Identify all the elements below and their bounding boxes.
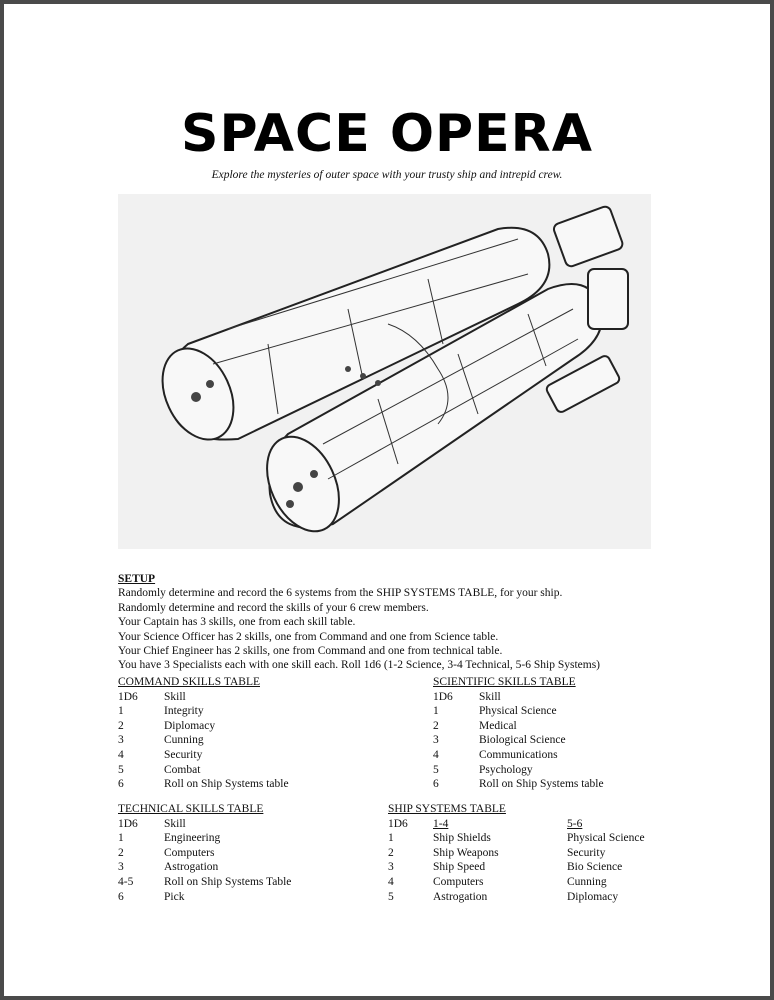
column-header: Skill bbox=[164, 690, 186, 703]
setup-line: Your Captain has 3 skills, one from each skill table. bbox=[118, 616, 356, 629]
setup-line: Your Science Officer has 2 skills, one from Command and one from Science table. bbox=[118, 630, 499, 643]
table-row bbox=[118, 719, 289, 734]
table-row bbox=[118, 733, 289, 748]
column-header: 5-6 bbox=[567, 817, 583, 830]
skill-cell: Roll on Ship Systems Table bbox=[164, 875, 292, 888]
table-title: SHIP SYSTEMS TABLE bbox=[388, 803, 506, 815]
system-cell: Physical Science bbox=[567, 832, 645, 845]
document-page bbox=[4, 4, 770, 996]
system-cell: Ship Speed bbox=[433, 861, 486, 874]
table-title: TECHNICAL SKILLS TABLE bbox=[118, 803, 264, 815]
table-row bbox=[118, 831, 291, 846]
table-title: COMMAND SKILLS TABLE bbox=[118, 676, 260, 688]
skill-cell: Integrity bbox=[164, 705, 204, 718]
roll-cell: 2 bbox=[118, 719, 124, 732]
table-row bbox=[118, 704, 289, 719]
skill-cell: Communications bbox=[479, 748, 558, 761]
table-row bbox=[433, 733, 604, 748]
table-row bbox=[388, 875, 645, 890]
table-row bbox=[118, 890, 291, 905]
column-header: 1D6 bbox=[118, 690, 138, 703]
technical-skills-table bbox=[118, 802, 291, 904]
skill-cell: Biological Science bbox=[479, 734, 566, 747]
roll-cell: 5 bbox=[388, 890, 394, 903]
table-row bbox=[388, 890, 645, 905]
roll-cell: 4 bbox=[433, 748, 439, 761]
roll-cell: 1 bbox=[388, 832, 394, 845]
skill-cell: Psychology bbox=[479, 763, 533, 776]
ship-systems-table bbox=[388, 802, 645, 904]
table-row bbox=[433, 704, 604, 719]
page-title: SPACE OPERA bbox=[181, 104, 593, 164]
table-header-row bbox=[433, 690, 604, 705]
skill-cell: Cunning bbox=[164, 734, 204, 747]
roll-cell: 2 bbox=[118, 846, 124, 859]
column-header: 1D6 bbox=[118, 817, 138, 830]
roll-cell: 3 bbox=[433, 734, 439, 747]
system-cell: Diplomacy bbox=[567, 890, 619, 903]
skill-cell: Engineering bbox=[164, 832, 221, 845]
skill-cell: Security bbox=[164, 748, 203, 761]
roll-cell: 3 bbox=[118, 734, 124, 747]
table-row bbox=[118, 846, 291, 861]
column-header: 1D6 bbox=[388, 817, 408, 830]
roll-cell: 5 bbox=[118, 763, 124, 776]
roll-cell: 5 bbox=[433, 763, 439, 776]
roll-cell: 4 bbox=[388, 875, 394, 888]
roll-cell: 1 bbox=[433, 705, 439, 718]
table-header-row bbox=[388, 817, 645, 832]
table-row bbox=[388, 846, 645, 861]
scientific-skills-table bbox=[433, 675, 604, 792]
roll-cell: 6 bbox=[118, 890, 124, 903]
table-row bbox=[388, 831, 645, 846]
setup-line: You have 3 Specialists each with one skill each. Roll 1d6 (1-2 Science, 3-4 Technical, 5-6 Ship Systems) bbox=[118, 659, 601, 672]
roll-cell: 1 bbox=[118, 705, 124, 718]
skill-cell: Pick bbox=[164, 890, 185, 903]
skill-cell: Medical bbox=[479, 719, 517, 732]
roll-cell: 2 bbox=[433, 719, 439, 732]
system-cell: Ship Weapons bbox=[433, 846, 499, 859]
setup-heading: SETUP bbox=[118, 573, 156, 585]
system-cell: Astrogation bbox=[433, 890, 488, 903]
table-row bbox=[118, 763, 289, 778]
column-header: Skill bbox=[164, 817, 186, 830]
skill-cell: Diplomacy bbox=[164, 719, 216, 732]
roll-cell: 6 bbox=[433, 778, 439, 791]
system-cell: Ship Shields bbox=[433, 832, 491, 845]
table-row bbox=[433, 748, 604, 763]
table-row bbox=[118, 875, 291, 890]
table-row bbox=[433, 777, 604, 792]
roll-cell: 2 bbox=[388, 846, 394, 859]
roll-cell: 1 bbox=[118, 832, 124, 845]
column-header: 1-4 bbox=[433, 817, 449, 830]
setup-line: Your Chief Engineer has 2 skills, one from Command and one from technical table. bbox=[118, 645, 503, 658]
roll-cell: 4 bbox=[118, 748, 124, 761]
table-header-row bbox=[118, 690, 289, 705]
system-cell: Security bbox=[567, 846, 606, 859]
skill-cell: Astrogation bbox=[164, 861, 219, 874]
column-header: Skill bbox=[479, 690, 501, 703]
table-row bbox=[118, 777, 289, 792]
skill-cell: Roll on Ship Systems table bbox=[479, 778, 604, 791]
system-cell: Cunning bbox=[567, 875, 607, 888]
table-row bbox=[433, 719, 604, 734]
skill-cell: Roll on Ship Systems table bbox=[164, 778, 289, 791]
table-row bbox=[388, 860, 645, 875]
table-row bbox=[433, 763, 604, 778]
table-title: SCIENTIFIC SKILLS TABLE bbox=[433, 676, 576, 688]
table-row bbox=[118, 748, 289, 763]
table-header-row bbox=[118, 817, 291, 832]
roll-cell: 6 bbox=[118, 778, 124, 791]
system-cell: Computers bbox=[433, 875, 484, 888]
page-subtitle: Explore the mysteries of outer space with your trusty ship and intrepid crew. bbox=[211, 169, 563, 181]
roll-cell: 4-5 bbox=[118, 875, 134, 888]
column-header: 1D6 bbox=[433, 690, 453, 703]
setup-line: Randomly determine and record the 6 systems from the SHIP SYSTEMS TABLE, for your ship. bbox=[118, 587, 563, 600]
spaceship-illustration bbox=[118, 194, 651, 549]
skill-cell: Combat bbox=[164, 763, 201, 776]
roll-cell: 3 bbox=[388, 861, 394, 874]
skill-cell: Physical Science bbox=[479, 705, 557, 718]
table-row bbox=[118, 860, 291, 875]
setup-section bbox=[118, 572, 718, 673]
setup-line: Randomly determine and record the skills of your 6 crew members. bbox=[118, 601, 429, 614]
skill-cell: Computers bbox=[164, 846, 215, 859]
roll-cell: 3 bbox=[118, 861, 124, 874]
command-skills-table bbox=[118, 675, 289, 792]
system-cell: Bio Science bbox=[567, 861, 623, 874]
